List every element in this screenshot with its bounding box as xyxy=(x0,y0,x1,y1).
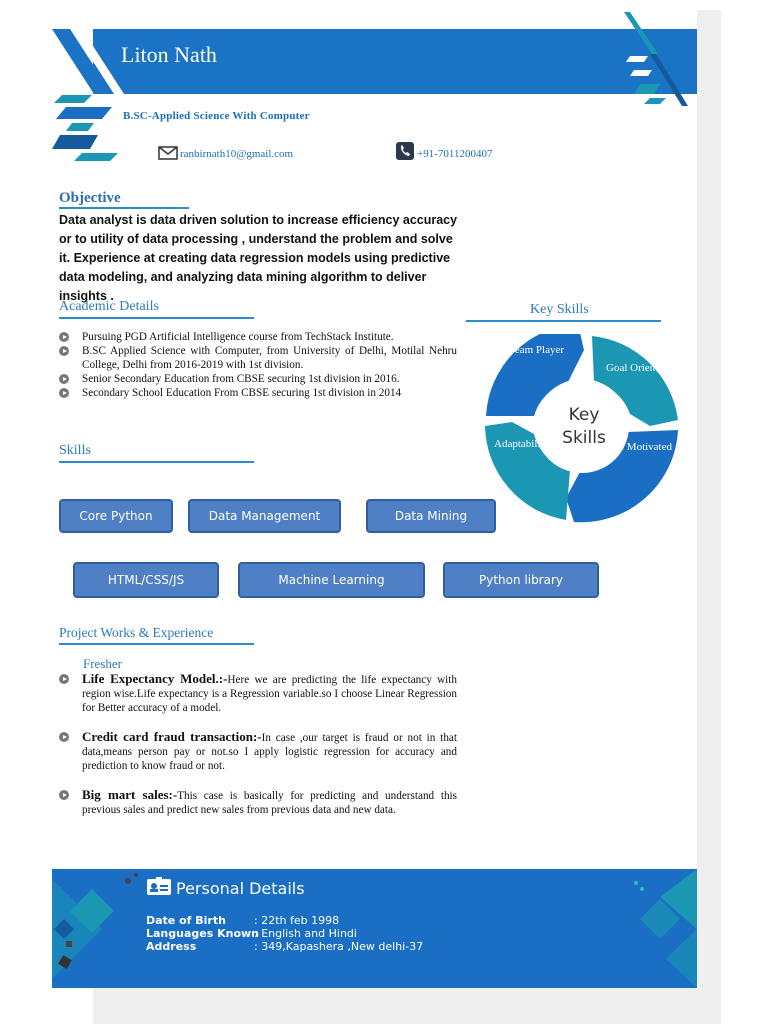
objective-heading: Objective xyxy=(59,190,121,206)
academic-item: Secondary School Education From CBSE securing 1st division in 2014 xyxy=(59,386,457,400)
key-skill-label: Adaptability xyxy=(494,438,549,450)
candidate-name: Liton Nath xyxy=(121,42,217,67)
projects-list xyxy=(59,672,457,832)
bullet-arrow-icon xyxy=(59,374,69,384)
skills-heading: Skills xyxy=(59,443,91,458)
skill-data-mining: Data Mining xyxy=(366,499,496,533)
skill-machine-learning: Machine Learning xyxy=(238,562,425,598)
skills-underline xyxy=(59,461,254,463)
project-description: This case is basically for predicting and understand this previous sales and predict new sales from previous data and new data. xyxy=(82,790,457,816)
key-skill-label: Self Motivated xyxy=(606,441,672,453)
id-card-icon xyxy=(147,877,171,895)
objective-underline xyxy=(59,207,189,209)
project-title: Big mart sales:- xyxy=(82,787,178,802)
phone-number[interactable]: +91-7011200407 xyxy=(417,148,493,160)
academic-item: Pursuing PGD Artificial Intelligence course from TechStack Institute. xyxy=(59,330,457,344)
academic-underline xyxy=(59,317,254,319)
dob-value: : 22th feb 1998 xyxy=(254,914,340,927)
phone-icon xyxy=(396,142,414,160)
academic-list xyxy=(59,330,457,400)
personal-details-heading: Personal Details xyxy=(176,879,305,898)
page-shadow-bottom xyxy=(93,988,721,1024)
project-item xyxy=(59,672,457,715)
bullet-arrow-icon xyxy=(59,332,69,342)
degree-line: B.SC-Applied Science With Computer xyxy=(123,110,310,122)
footer-decoration-left xyxy=(52,869,152,988)
footer-decoration-right xyxy=(620,869,697,988)
experience-level: Fresher xyxy=(83,656,122,671)
project-item xyxy=(59,730,457,773)
bullet-arrow-icon xyxy=(59,388,69,398)
project-description: Here we are predicting the life expectancy with region wise.Life expectancy is a Regression variable.so I choose Linear Regression for Better accuracy of a model. xyxy=(82,674,457,714)
header-decoration-right xyxy=(620,10,700,110)
address-value: : 349,Kapashera ,New delhi-37 xyxy=(254,940,424,953)
project-title: Life Expectancy Model.:- xyxy=(82,671,228,686)
projects-underline xyxy=(59,643,254,645)
email-icon xyxy=(158,146,178,160)
bullet-arrow-icon xyxy=(59,674,69,684)
skill-html-css-js: HTML/CSS/JS xyxy=(73,562,219,598)
academic-item: B.SC Applied Science with Computer, from University of Delhi, Motilal Nehru College, Delhi from 2016-2019 with 1st division. xyxy=(59,344,457,372)
languages-label: Languages Known xyxy=(146,927,260,940)
objective-text: Data analyst is data driven solution to increase efficiency accuracy or to utility of data processing , understand the problem and solve it. Experience at creating data regression models using predictive data modeling, and analyzing data mining algorithm to deliver insights . xyxy=(59,213,458,303)
key-skills-center: Key Skills xyxy=(562,405,606,448)
bullet-arrow-icon xyxy=(59,790,69,800)
key-skills-heading: Key Skills xyxy=(530,302,589,317)
key-skill-label: Team Player xyxy=(508,344,564,356)
address-label: Address xyxy=(146,940,197,953)
project-description: In case ,our target is fraud or not in that data,means person pay or not.so I apply logistic regression for accuracy and prediction to know fraud or not. xyxy=(82,732,457,772)
key-skills-underline xyxy=(466,320,661,322)
academic-heading: Academic Details xyxy=(59,299,159,314)
skill-core-python: Core Python xyxy=(59,499,173,533)
project-item xyxy=(59,788,457,817)
skill-data-management: Data Management xyxy=(188,499,341,533)
email-address[interactable]: ranbirnath10@gmail.com xyxy=(180,148,294,160)
dob-label: Date of Birth xyxy=(146,914,226,927)
bullet-arrow-icon xyxy=(59,732,69,742)
projects-heading: Project Works & Experience xyxy=(59,625,214,640)
key-skill-label: Goal Oriented xyxy=(606,362,669,374)
languages-value: : English and Hindi xyxy=(254,927,357,940)
page-shadow-right xyxy=(697,10,721,1024)
bullet-arrow-icon xyxy=(59,346,69,356)
skill-python-library: Python library xyxy=(443,562,599,598)
academic-item: Senior Secondary Education from CBSE securing 1st division in 2016. xyxy=(59,372,457,386)
project-title: Credit card fraud transaction:- xyxy=(82,729,262,744)
